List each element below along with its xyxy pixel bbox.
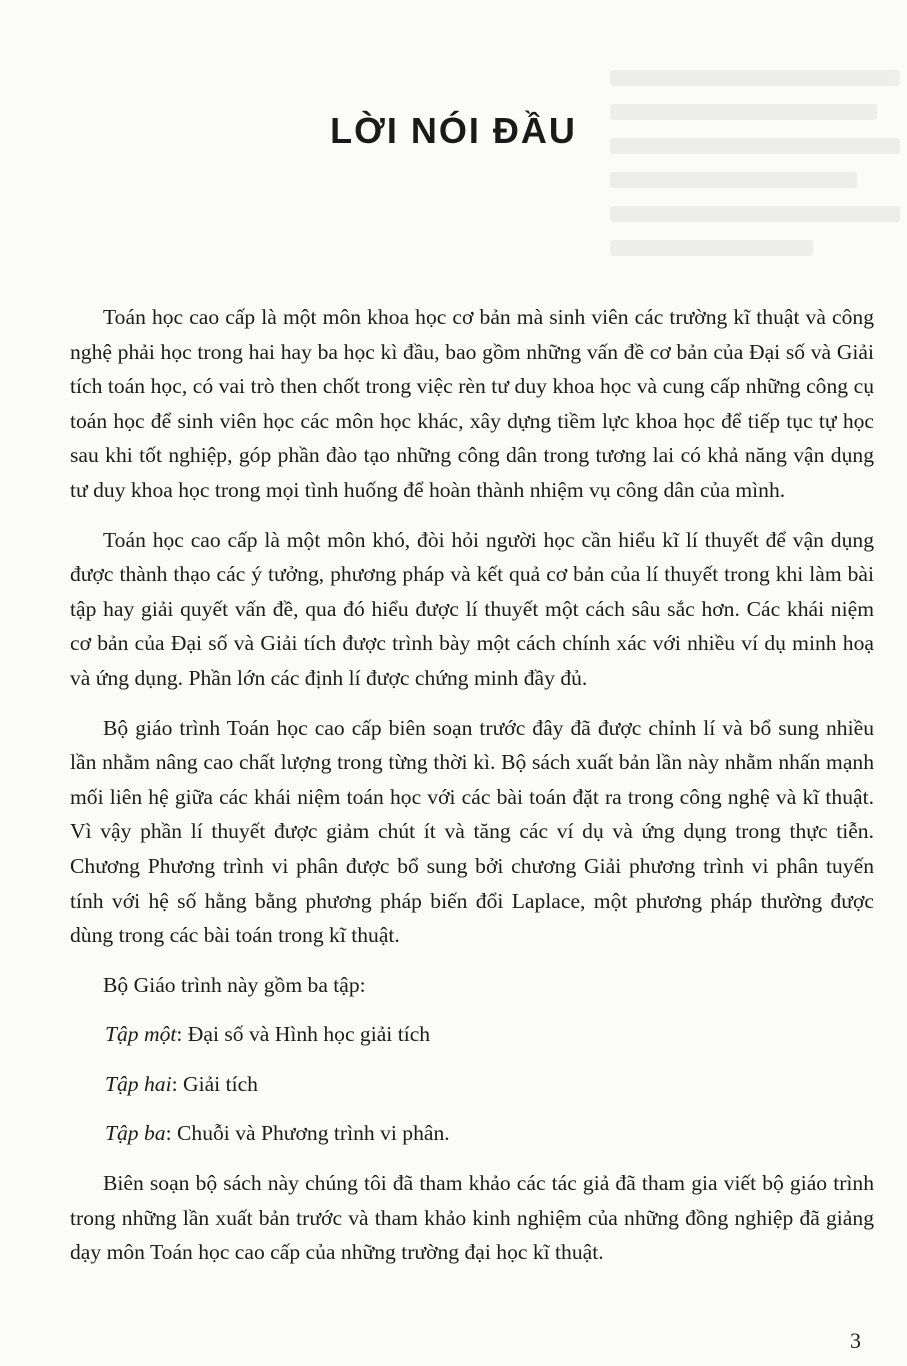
page-number: 3 (850, 1328, 861, 1353)
preface-body (70, 300, 874, 1285)
volume-title: : Giải tích (171, 1071, 258, 1096)
paragraph-volumes-intro: Bộ Giáo trình này gồm ba tập: (103, 972, 366, 997)
paragraph-intro: Toán học cao cấp là một môn khoa học cơ bản mà sinh viên các trường kĩ thuật và công nghệ phải học trong hai hay ba học kì đầu, bao gồm những vấn đề cơ bản của Đại số và Giải tích toán học, có vai trò then chốt trong việc rèn tư duy khoa học và cung cấp những công cụ toán học để sinh viên học các môn học khác, xây dựng tiềm lực khoa học để tiếp tục tự học sau khi tốt nghiệp, góp phần đào tạo những công dân trong tương lai có khả năng vận dụng tư duy khoa học trong mọi tình huống để hoàn thành nhiệm vụ công dân của mình. (70, 305, 874, 502)
volume-item-2 (70, 1067, 874, 1102)
volume-item-3 (70, 1116, 874, 1151)
volume-name: Tập ba (105, 1121, 166, 1146)
paragraph-difficulty: Toán học cao cấp là một môn khó, đòi hỏi người học cần hiểu kĩ lí thuyết để vận dụng được thành thạo các ý tưởng, phương pháp và kết quả cơ bản của lí thuyết trong khi làm bài tập hay giải quyết vấn đề, qua đó hiểu được lí thuyết một cách sâu sắc hơn. Các khái niệm cơ bản của Đại số và Giải tích được trình bày một cách chính xác với nhiều ví dụ minh hoạ và ứng dụng. Phần lớn các định lí được chứng minh đầy đủ. (70, 527, 874, 690)
page-title: LỜI NÓI ĐẦU (330, 110, 577, 151)
bleed-through-texture (610, 70, 900, 290)
volume-item-1 (70, 1017, 874, 1052)
volume-name: Tập một (105, 1022, 177, 1047)
paragraph-revision: Bộ giáo trình Toán học cao cấp biên soạn trước đây đã được chỉnh lí và bổ sung nhiều lần nhằm nâng cao chất lượng trong từng thời kì. Bộ sách xuất bản lần này nhằm nhấn mạnh mối liên hệ giữa các khái niệm toán học với các bài toán đặt ra trong công nghệ và kĩ thuật. Vì vậy phần lí thuyết được giảm chút ít và tăng các ví dụ và ứng dụng trong thực tiễn. Chương Phương trình vi phân được bổ sung bởi chương Giải phương trình vi phân tuyến tính với hệ số hằng bằng phương pháp biến đổi Laplace, một phương pháp thường được dùng trong các bài toán trong kĩ thuật. (70, 715, 874, 948)
paragraph-closing: Biên soạn bộ sách này chúng tôi đã tham khảo các tác giả đã tham gia viết bộ giáo trình trong những lần xuất bản trước và tham khảo kinh nghiệm của những đồng nghiệp đã giảng dạy môn Toán học cao cấp của những trường đại học kĩ thuật. (70, 1171, 874, 1265)
volume-name: Tập hai (105, 1071, 172, 1096)
volume-title: : Chuỗi và Phương trình vi phân. (165, 1121, 450, 1146)
volume-title: : Đại số và Hình học giải tích (176, 1022, 431, 1047)
